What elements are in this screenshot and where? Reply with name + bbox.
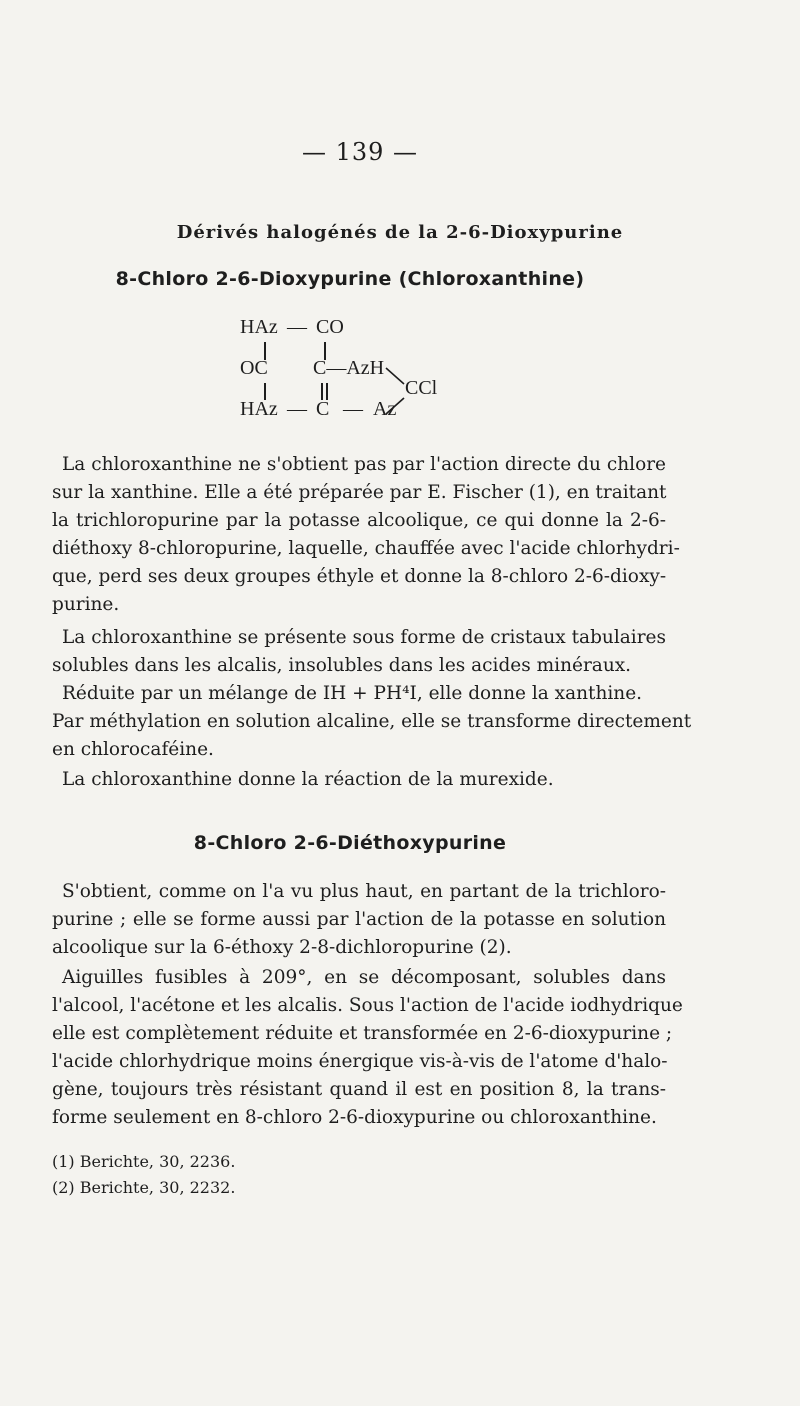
text-line: purine. [52, 594, 120, 615]
page-number: — 139 — [301, 138, 419, 166]
heading-diethoxypurine: 8-Chloro 2-6-Diéthoxypurine [193, 832, 507, 854]
text-line: que, perd ses deux groupes éthyle et donne la 8-chloro 2-6-dioxy- [52, 566, 667, 587]
formula-dash-bottom-1: — [287, 398, 307, 420]
structural-formula [0, 300, 800, 430]
formula-co: CO [316, 316, 344, 338]
text-line: l'alcool, l'acétone et les alcalis. Sous l'action de l'acide iodhydrique [52, 995, 683, 1016]
footnote-1: (1) Berichte, 30, 2236. [52, 1152, 236, 1171]
text-line: sur la xanthine. Elle a été préparée par E. Fischer (1), en traitant [52, 482, 667, 503]
text-line: alcoolique sur la 6-éthoxy 2-8-dichloropurine (2). [52, 937, 512, 958]
text-line: La chloroxanthine donne la réaction de la murexide. [62, 769, 554, 790]
text-line: diéthoxy 8-chloropurine, laquelle, chauffée avec l'acide chlorhydri- [52, 538, 680, 559]
text-line: Par méthylation en solution alcaline, elle se transforme directement [52, 711, 692, 732]
text-line: S'obtient, comme on l'a vu plus haut, en partant de la trichloro- [62, 881, 666, 902]
formula-c-bottom: C [316, 398, 330, 420]
footnote-2: (2) Berichte, 30, 2232. [52, 1178, 236, 1197]
text-line: La chloroxanthine ne s'obtient pas par l'action directe du chlore [62, 454, 666, 475]
formula-oc: OC [240, 357, 268, 379]
heading-chloroxanthine: 8-Chloro 2-6-Dioxypurine (Chloroxanthine) [115, 268, 585, 290]
section-title: Dérivés halogénés de la 2-6-Dioxypurine [176, 222, 624, 243]
text-line: Aiguilles fusibles à 209°, en se décomposant, solubles dans [62, 967, 666, 988]
text-line: la trichloropurine par la potasse alcoolique, ce qui donne la 2-6- [52, 510, 666, 531]
text-line: en chlorocaféine. [52, 739, 214, 760]
text-line: l'acide chlorhydrique moins énergique vis-à-vis de l'atome d'halo- [52, 1051, 668, 1072]
formula-haz-top: HAz [240, 316, 278, 338]
formula-ccl: CCl [405, 377, 438, 399]
formula-c-azh: C—AzH [313, 357, 385, 379]
formula-dash-bottom-2: — [343, 398, 363, 420]
formula-haz-bottom: HAz [240, 398, 278, 420]
text-line: elle est complètement réduite et transformée en 2-6-dioxypurine ; [52, 1023, 673, 1044]
text-line: forme seulement en 8-chloro 2-6-dioxypurine ou chloroxanthine. [52, 1107, 657, 1128]
text-line: Réduite par un mélange de IH + PH⁴I, elle donne la xanthine. [62, 683, 643, 704]
text-line: gène, toujours très résistant quand il est en position 8, la trans- [52, 1079, 666, 1100]
text-line: La chloroxanthine se présente sous forme de cristaux tabulaires [62, 627, 666, 648]
formula-dash-top: — [287, 316, 307, 338]
text-line: solubles dans les alcalis, insolubles dans les acides minéraux. [52, 655, 632, 676]
text-line: purine ; elle se forme aussi par l'action de la potasse en solution [52, 909, 666, 930]
formula-az: Az [373, 398, 397, 420]
